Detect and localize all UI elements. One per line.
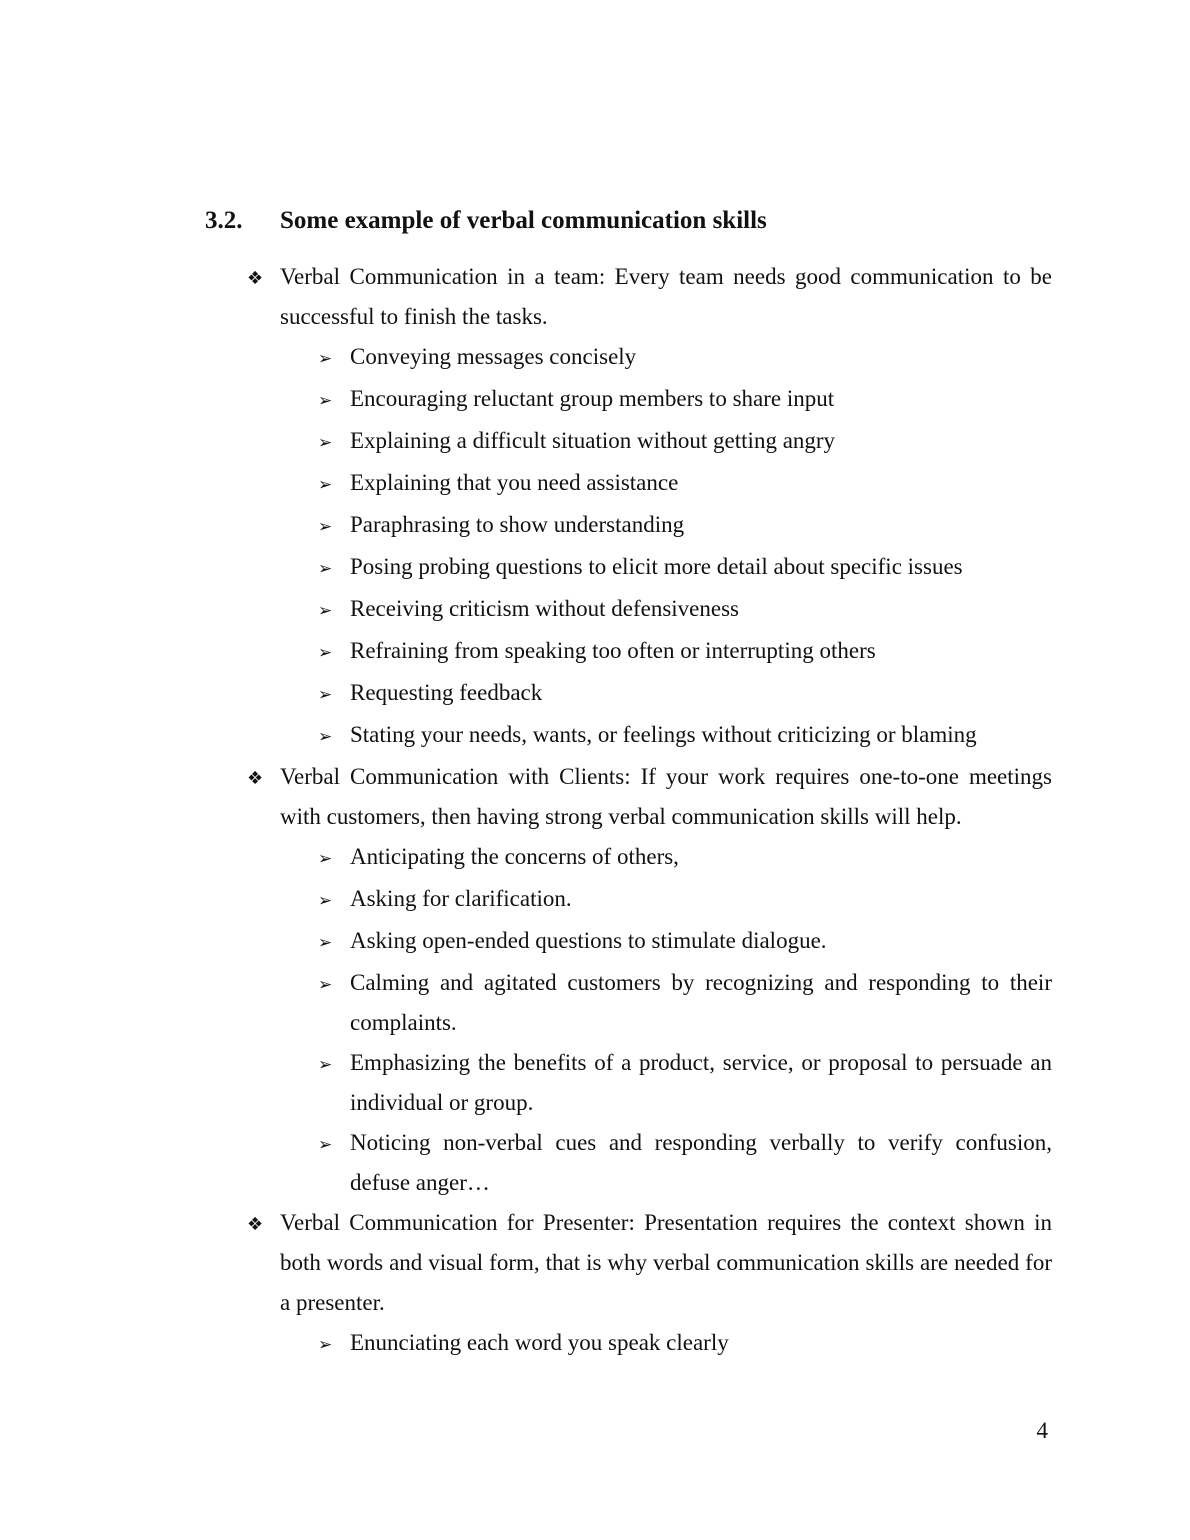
arrow-bullet-icon: ➢ [318,601,333,621]
sub-bullet-text: Posing probing questions to elicit more detail about specific issues [350,554,963,579]
sub-bullet-item [205,505,1052,547]
bullet-text: Verbal Communication in a team: Every team needs good communication to be successful to finish the tasks. [280,264,1052,329]
section-heading [205,205,1052,237]
sub-bullet-text: Emphasizing the benefits of a product, service, or proposal to persuade an individual or group. [350,1050,1052,1115]
page-number: 4 [1036,1418,1048,1443]
sub-bullet-text: Receiving criticism without defensiveness [350,596,739,621]
sub-bullet-item [205,879,1052,921]
sub-bullet-item [205,837,1052,879]
sub-bullet-item [205,463,1052,505]
sub-bullet-text: Anticipating the concerns of others, [350,844,679,869]
sub-bullet-text: Explaining a difficult situation without getting angry [350,428,836,453]
sub-bullet-item [205,673,1052,715]
bullet-text: Verbal Communication for Presenter: Presentation requires the context shown in both words and visual form, that is why verbal communication skills are needed for a presenter. [280,1210,1052,1315]
sub-bullet-item [205,631,1052,673]
sub-bullet-item [205,337,1052,379]
sub-bullet-text: Refraining from speaking too often or interrupting others [350,638,876,663]
diamond-bullet-icon: ❖ [247,1214,264,1235]
sub-bullet-item [205,921,1052,963]
sub-bullet-text: Asking for clarification. [350,886,572,911]
sub-bullet-text: Encouraging reluctant group members to share input [350,386,835,411]
sub-bullet-text: Paraphrasing to show understanding [350,512,685,537]
page-content [205,205,1052,1365]
arrow-bullet-icon: ➢ [318,349,333,369]
sub-bullet-item [205,715,1052,757]
sub-bullet-text: Noticing non-verbal cues and responding verbally to verify confusion, defuse anger… [350,1130,1052,1195]
sub-bullet-text: Requesting feedback [350,680,543,705]
arrow-bullet-icon: ➢ [318,849,333,869]
arrow-bullet-icon: ➢ [318,727,333,747]
arrow-bullet-icon: ➢ [318,643,333,663]
bullet-item-presenter [205,1203,1052,1323]
arrow-bullet-icon: ➢ [318,1055,333,1075]
diamond-bullet-icon: ❖ [247,268,264,289]
sub-bullet-item [205,1123,1052,1203]
bullet-item-team [205,257,1052,337]
arrow-bullet-icon: ➢ [318,559,333,579]
sub-bullet-item [205,963,1052,1043]
arrow-bullet-icon: ➢ [318,433,333,453]
arrow-bullet-icon: ➢ [318,1135,333,1155]
diamond-bullet-icon: ❖ [247,768,264,789]
sub-bullet-item [205,421,1052,463]
arrow-bullet-icon: ➢ [318,1335,333,1355]
arrow-bullet-icon: ➢ [318,517,333,537]
arrow-bullet-icon: ➢ [318,475,333,495]
sub-bullet-item [205,547,1052,589]
section-number: 3.2. [205,207,243,234]
sub-bullet-text: Enunciating each word you speak clearly [350,1330,729,1355]
sub-bullet-text: Calming and agitated customers by recognizing and responding to their complaints. [350,970,1052,1035]
sub-bullet-text: Conveying messages concisely [350,344,637,369]
sub-bullet-text: Stating your needs, wants, or feelings without criticizing or blaming [350,722,977,747]
sub-bullet-text: Asking open-ended questions to stimulate dialogue. [350,928,827,953]
sub-bullet-item [205,1043,1052,1123]
sub-bullet-item [205,379,1052,421]
sub-bullet-item [205,589,1052,631]
arrow-bullet-icon: ➢ [318,891,333,911]
section-title: Some example of verbal communication skills [280,207,767,234]
bullet-text: Verbal Communication with Clients: If your work requires one-to-one meetings with customers, then having strong verbal communication skills will help. [280,764,1052,829]
sub-bullet-text: Explaining that you need assistance [350,470,679,495]
arrow-bullet-icon: ➢ [318,933,333,953]
sub-bullet-item [205,1323,1052,1365]
arrow-bullet-icon: ➢ [318,975,333,995]
arrow-bullet-icon: ➢ [318,685,333,705]
arrow-bullet-icon: ➢ [318,391,333,411]
bullet-item-clients [205,757,1052,837]
